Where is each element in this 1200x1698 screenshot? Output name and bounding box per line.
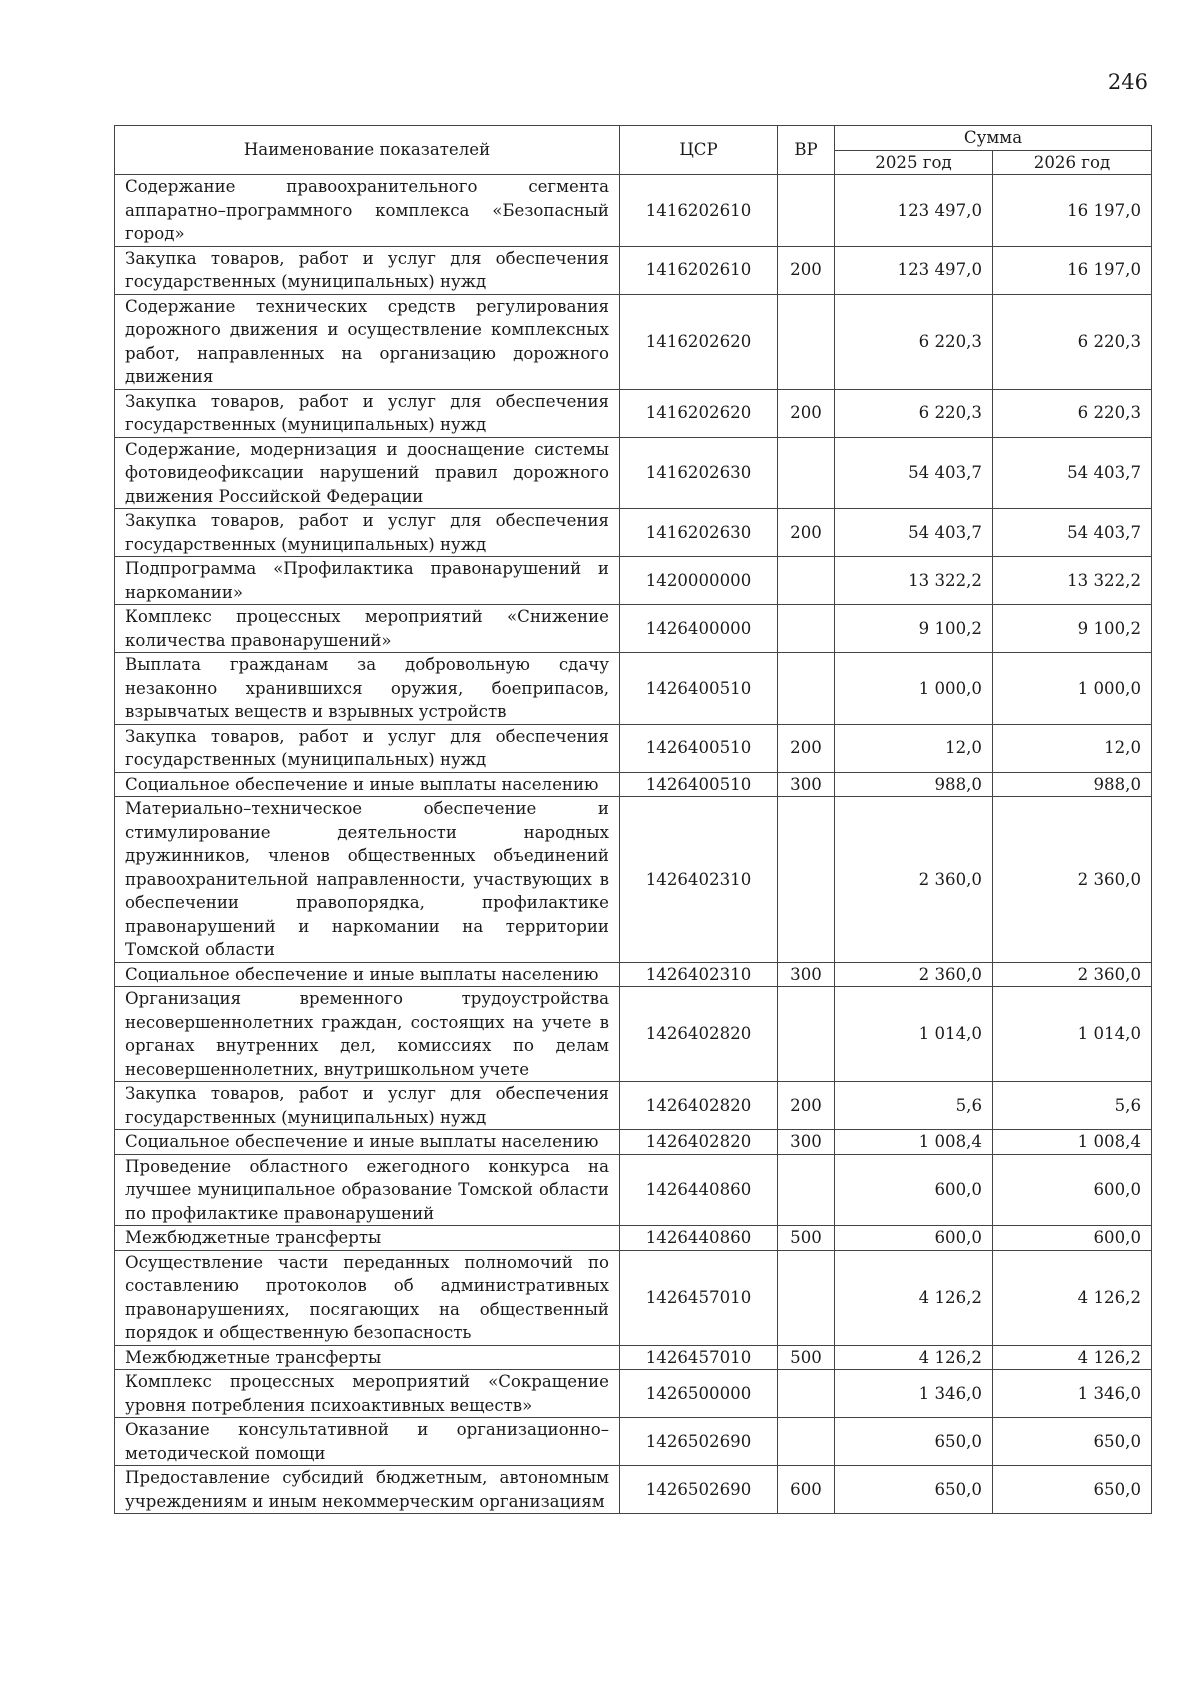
cell-vr <box>778 294 835 389</box>
cell-2026: 2 360,0 <box>993 962 1152 987</box>
cell-vr: 500 <box>778 1226 835 1251</box>
table-row <box>115 1226 1152 1251</box>
cell-2026: 16 197,0 <box>993 246 1152 294</box>
cell-2026: 988,0 <box>993 772 1152 797</box>
cell-csr: 1426400510 <box>620 772 778 797</box>
table-row <box>115 1250 1152 1345</box>
cell-2025: 13 322,2 <box>835 557 993 605</box>
cell-csr: 1416202630 <box>620 509 778 557</box>
cell-name: Содержание, модернизация и дооснащение системы фотовидеофиксации нарушений правил дорожного движения Российской Федерации <box>115 437 620 509</box>
cell-2025: 6 220,3 <box>835 294 993 389</box>
header-csr: ЦСР <box>620 126 778 175</box>
table-header <box>115 126 1152 175</box>
cell-csr: 1416202620 <box>620 389 778 437</box>
cell-2026: 4 126,2 <box>993 1250 1152 1345</box>
cell-csr: 1426402310 <box>620 797 778 963</box>
cell-csr: 1426400000 <box>620 605 778 653</box>
cell-name: Межбюджетные трансферты <box>115 1226 620 1251</box>
cell-2025: 650,0 <box>835 1466 993 1514</box>
cell-csr: 1416202610 <box>620 246 778 294</box>
table-row <box>115 772 1152 797</box>
cell-name: Закупка товаров, работ и услуг для обеспечения государственных (муниципальных) нужд <box>115 724 620 772</box>
cell-2025: 988,0 <box>835 772 993 797</box>
cell-2026: 650,0 <box>993 1418 1152 1466</box>
cell-vr <box>778 437 835 509</box>
cell-name: Закупка товаров, работ и услуг для обеспечения государственных (муниципальных) нужд <box>115 246 620 294</box>
cell-name: Закупка товаров, работ и услуг для обеспечения государственных (муниципальных) нужд <box>115 1082 620 1130</box>
table-row <box>115 962 1152 987</box>
cell-vr <box>778 987 835 1082</box>
page-number: 246 <box>1107 70 1148 94</box>
cell-2026: 1 008,4 <box>993 1130 1152 1155</box>
cell-csr: 1426457010 <box>620 1250 778 1345</box>
cell-2026: 600,0 <box>993 1154 1152 1226</box>
table-row <box>115 1082 1152 1130</box>
cell-vr <box>778 797 835 963</box>
cell-vr <box>778 1154 835 1226</box>
table-row <box>115 1370 1152 1418</box>
cell-csr: 1426400510 <box>620 724 778 772</box>
cell-2025: 1 346,0 <box>835 1370 993 1418</box>
cell-vr: 500 <box>778 1345 835 1370</box>
cell-2025: 123 497,0 <box>835 175 993 247</box>
cell-2026: 5,6 <box>993 1082 1152 1130</box>
cell-2026: 1 346,0 <box>993 1370 1152 1418</box>
cell-name: Предоставление субсидий бюджетным, автономным учреждениям и иным некоммерческим организациям <box>115 1466 620 1514</box>
cell-2026: 13 322,2 <box>993 557 1152 605</box>
table-row <box>115 246 1152 294</box>
table-row <box>115 653 1152 725</box>
cell-name: Организация временного трудоустройства несовершеннолетних граждан, состоящих на учете в органах внутренних дел, комиссиях по делам несовершеннолетних, внутришкольном учете <box>115 987 620 1082</box>
cell-name: Закупка товаров, работ и услуг для обеспечения государственных (муниципальных) нужд <box>115 509 620 557</box>
header-vr: ВР <box>778 126 835 175</box>
table-row <box>115 987 1152 1082</box>
cell-vr <box>778 1370 835 1418</box>
cell-2025: 2 360,0 <box>835 962 993 987</box>
table-row <box>115 389 1152 437</box>
cell-vr: 200 <box>778 509 835 557</box>
cell-csr: 1426402310 <box>620 962 778 987</box>
cell-vr <box>778 557 835 605</box>
table-row <box>115 797 1152 963</box>
cell-csr: 1426502690 <box>620 1418 778 1466</box>
cell-2025: 4 126,2 <box>835 1345 993 1370</box>
cell-name: Комплекс процессных мероприятий «Сокращение уровня потребления психоактивных веществ» <box>115 1370 620 1418</box>
header-year-2025: 2025 год <box>835 150 993 175</box>
cell-2026: 6 220,3 <box>993 389 1152 437</box>
cell-2026: 54 403,7 <box>993 509 1152 557</box>
cell-vr: 200 <box>778 389 835 437</box>
cell-2026: 4 126,2 <box>993 1345 1152 1370</box>
header-name: Наименование показателей <box>115 126 620 175</box>
cell-vr <box>778 653 835 725</box>
cell-2026: 6 220,3 <box>993 294 1152 389</box>
budget-table <box>114 125 1152 1514</box>
cell-name: Закупка товаров, работ и услуг для обеспечения государственных (муниципальных) нужд <box>115 389 620 437</box>
cell-name: Социальное обеспечение и иные выплаты населению <box>115 1130 620 1155</box>
cell-csr: 1426440860 <box>620 1154 778 1226</box>
cell-2026: 600,0 <box>993 1226 1152 1251</box>
cell-2025: 4 126,2 <box>835 1250 993 1345</box>
cell-2025: 600,0 <box>835 1154 993 1226</box>
cell-2026: 2 360,0 <box>993 797 1152 963</box>
cell-2026: 54 403,7 <box>993 437 1152 509</box>
header-year-2026: 2026 год <box>993 150 1152 175</box>
cell-csr: 1416202630 <box>620 437 778 509</box>
cell-vr: 300 <box>778 1130 835 1155</box>
cell-vr: 600 <box>778 1466 835 1514</box>
cell-csr: 1426502690 <box>620 1466 778 1514</box>
cell-2025: 6 220,3 <box>835 389 993 437</box>
cell-2025: 54 403,7 <box>835 509 993 557</box>
table-row <box>115 1154 1152 1226</box>
cell-2025: 600,0 <box>835 1226 993 1251</box>
cell-csr: 1426440860 <box>620 1226 778 1251</box>
cell-vr: 300 <box>778 962 835 987</box>
cell-vr: 200 <box>778 724 835 772</box>
table-row <box>115 1345 1152 1370</box>
cell-csr: 1426402820 <box>620 987 778 1082</box>
table-row <box>115 557 1152 605</box>
table-row <box>115 605 1152 653</box>
cell-vr <box>778 605 835 653</box>
cell-csr: 1426402820 <box>620 1130 778 1155</box>
cell-2025: 12,0 <box>835 724 993 772</box>
cell-vr <box>778 175 835 247</box>
cell-csr: 1416202620 <box>620 294 778 389</box>
cell-vr: 200 <box>778 1082 835 1130</box>
table-row <box>115 1130 1152 1155</box>
cell-name: Осуществление части переданных полномочий по составлению протоколов об административных правонарушениях, посягающих на общественный порядок и общественную безопасность <box>115 1250 620 1345</box>
cell-csr: 1416202610 <box>620 175 778 247</box>
table-row <box>115 724 1152 772</box>
cell-2025: 123 497,0 <box>835 246 993 294</box>
cell-name: Социальное обеспечение и иные выплаты населению <box>115 962 620 987</box>
cell-2025: 54 403,7 <box>835 437 993 509</box>
table-row <box>115 1466 1152 1514</box>
table-row <box>115 437 1152 509</box>
cell-2026: 1 014,0 <box>993 987 1152 1082</box>
header-sum: Сумма <box>835 126 1152 151</box>
cell-2026: 12,0 <box>993 724 1152 772</box>
cell-vr: 200 <box>778 246 835 294</box>
cell-csr: 1426402820 <box>620 1082 778 1130</box>
cell-name: Содержание правоохранительного сегмента аппаратно–программного комплекса «Безопасный город» <box>115 175 620 247</box>
cell-2025: 5,6 <box>835 1082 993 1130</box>
cell-2026: 650,0 <box>993 1466 1152 1514</box>
cell-2025: 9 100,2 <box>835 605 993 653</box>
cell-vr: 300 <box>778 772 835 797</box>
cell-name: Подпрограмма «Профилактика правонарушений и наркомании» <box>115 557 620 605</box>
table-row <box>115 294 1152 389</box>
cell-name: Материально–техническое обеспечение и стимулирование деятельности народных дружинников, членов общественных объединений правоохранительной направленности, участвующих в обеспечении правопорядка, профилактике правонарушений и наркомании на территории Томской области <box>115 797 620 963</box>
cell-csr: 1426457010 <box>620 1345 778 1370</box>
cell-name: Социальное обеспечение и иные выплаты населению <box>115 772 620 797</box>
table-row <box>115 175 1152 247</box>
cell-csr: 1420000000 <box>620 557 778 605</box>
cell-name: Комплекс процессных мероприятий «Снижение количества правонарушений» <box>115 605 620 653</box>
cell-2026: 1 000,0 <box>993 653 1152 725</box>
cell-2025: 1 014,0 <box>835 987 993 1082</box>
cell-name: Выплата гражданам за добровольную сдачу незаконно хранившихся оружия, боеприпасов, взрывчатых веществ и взрывных устройств <box>115 653 620 725</box>
cell-name: Оказание консультативной и организационно–методической помощи <box>115 1418 620 1466</box>
table-body <box>115 175 1152 1514</box>
cell-2026: 9 100,2 <box>993 605 1152 653</box>
table-row <box>115 509 1152 557</box>
cell-csr: 1426500000 <box>620 1370 778 1418</box>
cell-2025: 2 360,0 <box>835 797 993 963</box>
cell-name: Содержание технических средств регулирования дорожного движения и осуществление комплексных работ, направленных на организацию дорожного движения <box>115 294 620 389</box>
cell-csr: 1426400510 <box>620 653 778 725</box>
cell-name: Проведение областного ежегодного конкурса на лучшее муниципальное образование Томской области по профилактике правонарушений <box>115 1154 620 1226</box>
table-row <box>115 1418 1152 1466</box>
cell-vr <box>778 1250 835 1345</box>
cell-vr <box>778 1418 835 1466</box>
cell-2026: 16 197,0 <box>993 175 1152 247</box>
cell-name: Межбюджетные трансферты <box>115 1345 620 1370</box>
cell-2025: 1 008,4 <box>835 1130 993 1155</box>
cell-2025: 650,0 <box>835 1418 993 1466</box>
cell-2025: 1 000,0 <box>835 653 993 725</box>
